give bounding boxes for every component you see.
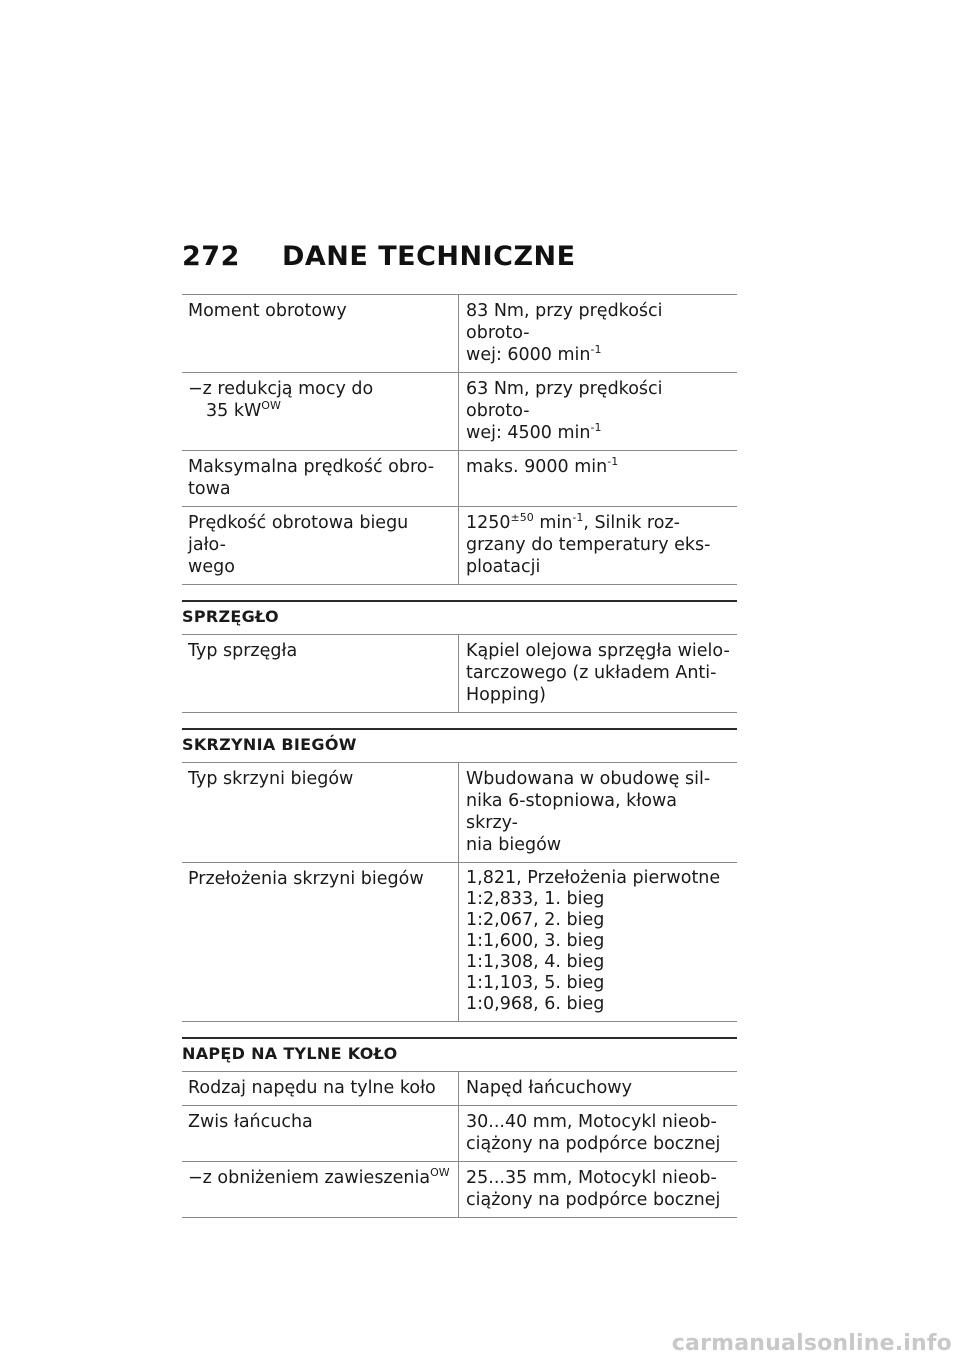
section-title: SKRZYNIA BIEGÓW: [182, 735, 357, 754]
row-value: Wbudowana w obudowę sil- nika 6-stopniowa, kłowa skrzy- nia biegów: [458, 763, 737, 862]
row-value: 25...35 mm, Motocykl nieob- ciążony na podpórce bocznej: [458, 1162, 737, 1217]
table-row: [182, 451, 737, 507]
row-label: Typ sprzęgła: [188, 641, 298, 661]
row-label: Typ skrzyni biegów: [188, 769, 354, 789]
row-value: 83 Nm, przy prędkości obroto- wej: 6000 $\min^{-1}$: [458, 295, 737, 372]
row-label: Przełożenia skrzyni biegów: [188, 869, 424, 889]
table-row: [182, 762, 737, 863]
spec-content: [182, 294, 737, 1218]
row-value: maks. 9000 $\min^{-1}$: [458, 451, 737, 506]
table-row: [182, 634, 737, 713]
table-row: [182, 373, 737, 451]
row-label: Zwis łańcucha: [188, 1112, 313, 1132]
page-number: 272: [182, 241, 240, 272]
row-value: Kąpiel olejowa sprzęgła wielo- tarczowego (z układem Anti- Hopping): [458, 635, 737, 712]
table-row: [182, 863, 737, 1022]
engine-table: [182, 294, 737, 585]
page-header: [182, 241, 576, 272]
row-value: 30...40 mm, Motocykl nieob- ciążony na podpórce bocznej: [458, 1106, 737, 1161]
row-value: Napęd łańcuchowy: [458, 1072, 737, 1105]
section-gearbox: [182, 728, 737, 1022]
row-label: −z redukcją mocy do 35 $kW^{OW}$: [188, 379, 374, 421]
table-row: [182, 1162, 737, 1218]
section-rear-drive: [182, 1037, 737, 1218]
table-row: [182, 507, 737, 585]
section-clutch: [182, 600, 737, 713]
row-label: Moment obrotowy: [188, 301, 347, 321]
table-row: [182, 1106, 737, 1162]
row-label: Rodzaj napędu na tylne koło: [188, 1078, 436, 1098]
row-label: Prędkość obrotowa biegu jało- wego: [188, 513, 409, 577]
row-label: Maksymalna prędkość obro- towa: [188, 457, 435, 499]
section-title: NAPĘD NA TYLNE KOŁO: [182, 1044, 398, 1063]
page-title: DANE TECHNICZNE: [282, 241, 576, 272]
table-row: [182, 1071, 737, 1106]
row-label: −z obniżeniem zawieszenia$^{OW}$: [188, 1166, 450, 1188]
table-row: [182, 294, 737, 373]
watermark: carmanualsonline.info: [671, 1331, 952, 1356]
section-title: SPRZĘGŁO: [182, 607, 279, 626]
row-value: 1,821, Przełożenia pierwotne 1:2,833, 1. bieg 1:2,067, 2. bieg 1:1,600, 3. bieg 1:1,308, 4. bieg 1:1,103, 5. bieg 1:0,968, 6. bieg: [458, 863, 737, 1021]
row-value: 63 Nm, przy prędkości obroto- wej: 4500 $\min^{-1}$: [458, 373, 737, 450]
row-value: $1250^{\pm 50}$ $\min^{-1}$, Silnik roz- grzany do temperatury eks- ploatacji: [458, 507, 737, 584]
